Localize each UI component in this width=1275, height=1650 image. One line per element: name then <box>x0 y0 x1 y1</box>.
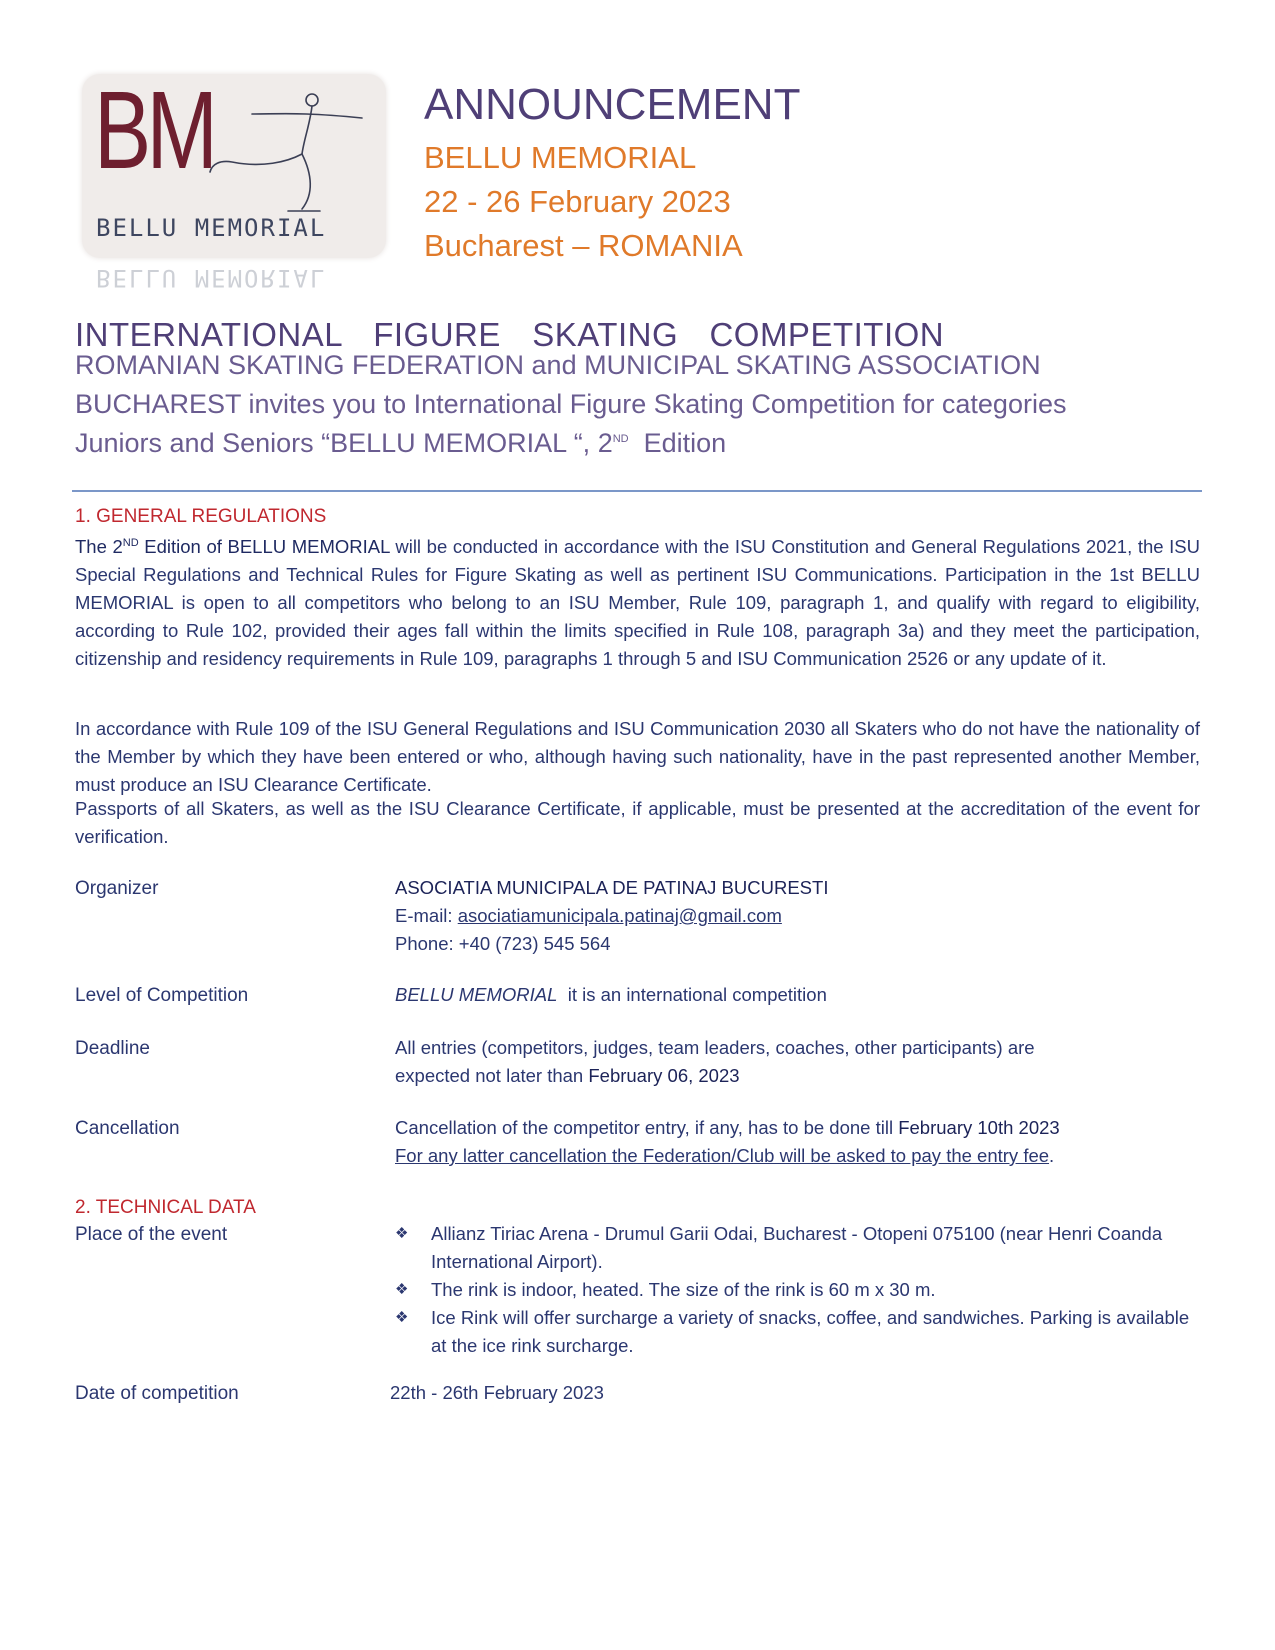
intro-line-3: Juniors and Seniors “BELLU MEMORIAL “, 2ND Edition <box>75 428 727 458</box>
level-value: BELLU MEMORIAL it is an international competition <box>395 984 827 1005</box>
organizer-name: ASOCIATIA MUNICIPALA DE PATINAJ BUCURESTI <box>395 877 829 898</box>
place-bullet-list <box>395 1220 1195 1360</box>
organizer-email-link[interactable]: asociatiamunicipala.patinaj@gmail.com <box>457 905 782 926</box>
divider-line <box>72 490 1202 492</box>
logo-reflection: BELLU MEMORIAL <box>96 264 327 292</box>
logo-text: BELLU MEMORIAL <box>96 214 327 242</box>
diamond-bullet-icon: ❖ <box>395 1309 409 1326</box>
deadline-value: All entries (competitors, judges, team leaders, coaches, other participants) are expected not later than February 06, 2023 <box>395 1037 1035 1086</box>
organizer-phone: Phone: +40 (723) 545 564 <box>395 933 611 954</box>
skater-figure-icon <box>192 84 382 214</box>
announcement-title: ANNOUNCEMENT <box>424 80 801 129</box>
level-label: Level of Competition <box>75 985 249 1006</box>
list-item: ❖ Ice Rink will offer surcharge a variety of snacks, coffee, and sandwiches. Parking is available at the ice rink surcharge. <box>395 1304 1195 1360</box>
competition-title: INTERNATIONAL FIGURE SKATING COMPETITION <box>75 316 945 353</box>
logo-monogram: BM <box>94 69 214 192</box>
organizer-email-line: E-mail: asociatiamunicipala.patinaj@gmail.com <box>395 905 782 926</box>
deadline-label: Deadline <box>75 1038 150 1059</box>
deadline-date: February 06, 2023 <box>588 1065 740 1086</box>
cancellation-date: February 10th 2023 <box>898 1117 1060 1138</box>
date-of-competition-value: 22th - 26th February 2023 <box>390 1382 604 1403</box>
section-general-regulations-heading: 1. GENERAL REGULATIONS <box>75 506 327 527</box>
general-regulations-paragraph-3: Passports of all Skaters, as well as the ISU Clearance Certificate, if applicable, must be presented at the accreditation of the event for verification. <box>75 798 1200 847</box>
logo-card <box>82 69 386 258</box>
list-item: ❖ The rink is indoor, heated. The size of the rink is 60 m x 30 m. <box>395 1276 1195 1304</box>
diamond-bullet-icon: ❖ <box>395 1281 409 1298</box>
intro-line-2: BUCHAREST invites you to International Figure Skating Competition for categories <box>75 389 1067 419</box>
diamond-bullet-icon: ❖ <box>395 1225 409 1242</box>
bellu-memorial-logo <box>82 69 386 298</box>
event-dates: 22 - 26 February 2023 <box>424 184 731 219</box>
list-item: ❖ Allianz Tiriac Arena - Drumul Garii Odai, Bucharest - Otopeni 075100 (near Henri Coanda International Airport). <box>395 1220 1195 1276</box>
place-label: Place of the event <box>75 1224 228 1245</box>
section-technical-data-heading: 2. TECHNICAL DATA <box>75 1197 256 1218</box>
organizer-info <box>395 874 828 958</box>
general-regulations-paragraph-2: In accordance with Rule 109 of the ISU General Regulations and ISU Communication 2030 all Skaters who do not have the nationality of the Member by which they have been entered or who, although having such nationality, have in the past represented another Member, must produce an ISU Clearance Certificate. <box>75 718 1200 795</box>
cancellation-value: Cancellation of the competitor entry, if any, has to be done till February 10th 2023 For any latter cancellation the Federation/Club will be asked to pay the entry fee. <box>395 1117 1060 1166</box>
event-location: Bucharest – ROMANIA <box>424 228 743 263</box>
intro-line-1: ROMANIAN SKATING FEDERATION and MUNICIPAL SKATING ASSOCIATION <box>75 350 1041 380</box>
cancellation-label: Cancellation <box>75 1118 180 1139</box>
date-of-competition-label: Date of competition <box>75 1383 239 1404</box>
organizer-label: Organizer <box>75 878 159 899</box>
general-regulations-paragraph-1: The 2ND Edition of BELLU MEMORIAL will be conducted in accordance with the ISU Constitution and General Regulations 2021, the ISU Special Regulations and Technical Rules for Figure Skating as well as pertinent ISU Communications. Participation in the 1st BELLU MEMORIAL is open to all competitors who belong to an ISU Member, Rule 109, paragraph 1, and qualify with regard to eligibility, according to Rule 102, provided their ages fall within the limits specified in Rule 108, paragraph 3a) and they meet the participation, citizenship and residency requirements in Rule 109, paragraphs 1 through 5 and ISU Communication 2526 or any update of it. <box>75 536 1200 670</box>
event-name: BELLU MEMORIAL <box>424 140 697 175</box>
